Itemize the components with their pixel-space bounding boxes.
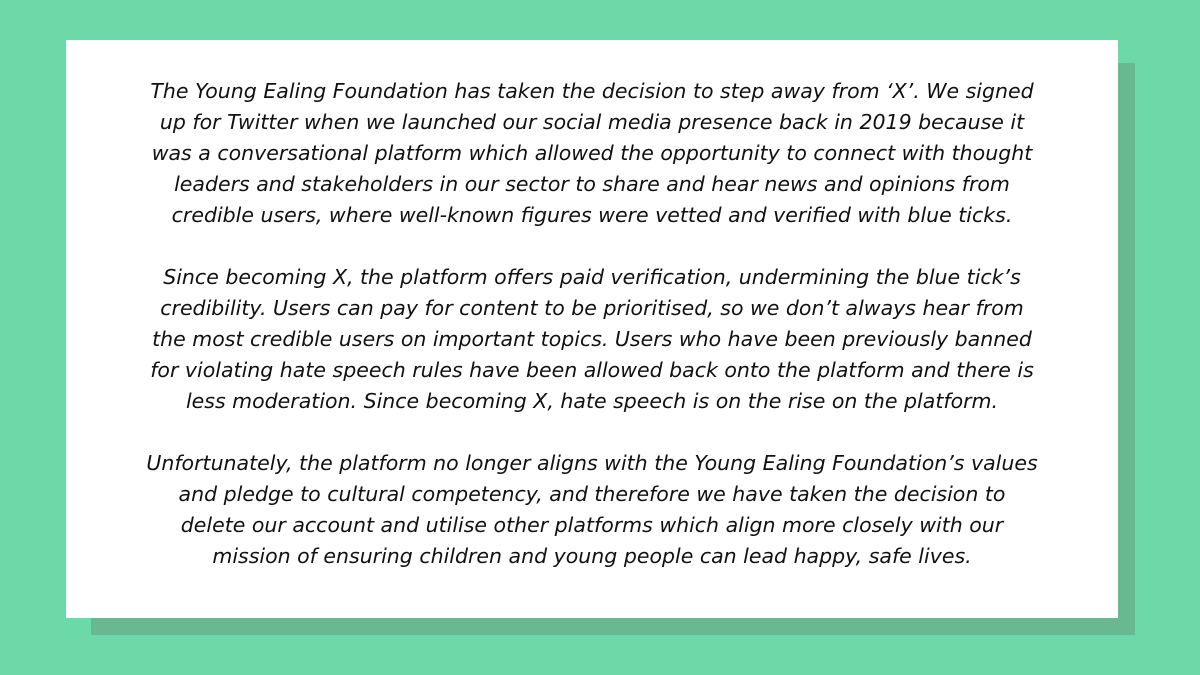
paragraph-line: leaders and stakeholders in our sector to share and hear news and opinions from <box>174 172 1010 196</box>
paragraph-line: Unfortunately, the platform no longer aligns with the Young Ealing Foundation’s values <box>146 451 1038 475</box>
paragraph-line: credibility. Users can pay for content to be prioritised, so we don’t always hear from <box>160 296 1024 320</box>
paragraph-line: and pledge to cultural competency, and therefore we have taken the decision to <box>178 482 1006 506</box>
paragraph-line: Since becoming X, the platform offers paid verification, undermining the blue tick’s <box>163 265 1021 289</box>
statement-paragraph-3 <box>112 448 1072 572</box>
paragraph-line: delete our account and utilise other platforms which align more closely with our <box>180 513 1004 537</box>
paragraph-line: for violating hate speech rules have been allowed back onto the platform and there is <box>150 358 1034 382</box>
paragraph-line: the most credible users on important topics. Users who have been previously banned <box>152 327 1032 351</box>
paragraph-line: The Young Ealing Foundation has taken the decision to step away from ‘X’. We signed <box>150 79 1034 103</box>
paragraph-line: was a conversational platform which allowed the opportunity to connect with thought <box>151 141 1033 165</box>
paragraph-line: credible users, where well-known figures were vetted and verified with blue ticks. <box>171 203 1013 227</box>
statement-card <box>66 40 1118 618</box>
statement-paragraph-1 <box>112 76 1072 231</box>
paragraph-line: less moderation. Since becoming X, hate speech is on the rise on the platform. <box>185 389 999 413</box>
paragraph-line: mission of ensuring children and young people can lead happy, safe lives. <box>212 544 972 568</box>
statement-paragraph-2 <box>112 262 1072 417</box>
paragraph-line: up for Twitter when we launched our social media presence back in 2019 because it <box>159 110 1025 134</box>
